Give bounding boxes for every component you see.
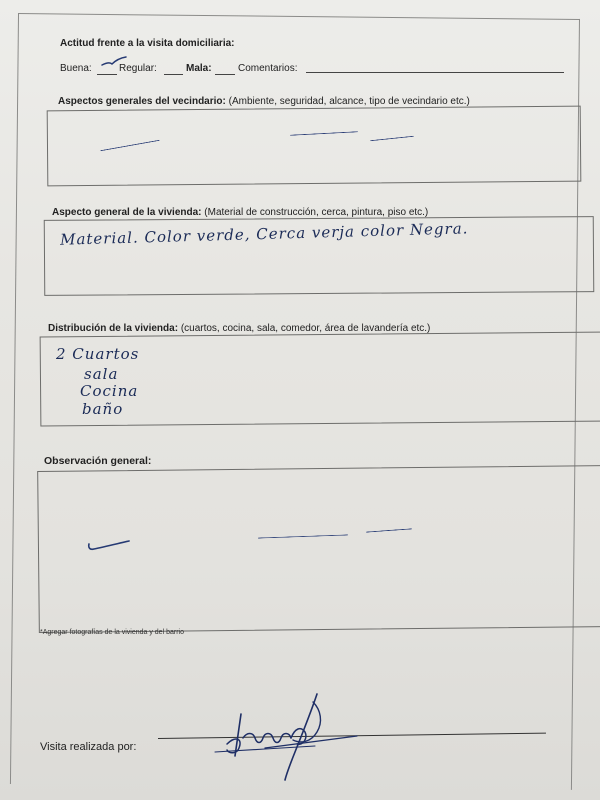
observation-mark-icon [86, 538, 132, 554]
housing-handwriting: Material. Color verde, Cerca verja color Negra. [59, 219, 469, 249]
regular-blank [164, 74, 183, 75]
observation-title: Observación general: [44, 455, 152, 467]
distribution-subtitle: (cuartos, cocina, sala, comedor, área de lavandería etc.) [180, 323, 431, 334]
housing-title: Aspecto general de la vivienda: [52, 207, 202, 218]
distribution-line-2: sala [84, 365, 119, 383]
comentarios-label: Comentarios: [238, 63, 298, 74]
distribution-line-3: Cocina [80, 382, 139, 400]
attitude-title: Actitud frente a la visita domiciliaria: [60, 38, 235, 49]
signature-icon [205, 692, 365, 782]
buena-blank [97, 74, 117, 75]
distribution-line-4: baño [82, 400, 124, 418]
housing-subtitle: (Material de construcción, cerca, pintura, piso etc.) [204, 207, 429, 218]
mala-label: Mala: [186, 63, 212, 74]
neighborhood-title: Aspectos generales del vecindario: [58, 96, 226, 107]
comentarios-blank [306, 72, 564, 73]
visit-label: Visita realizada por: [40, 741, 137, 753]
mala-blank [215, 74, 235, 75]
distribution-title: Distribución de la vivienda: [48, 323, 179, 334]
photo-note: *Agregar fotografías de la vivienda y del barrio [40, 629, 184, 636]
neighborhood-subtitle: (Ambiente, seguridad, alcance, tipo de vecindario etc.) [228, 96, 470, 107]
buena-label: Buena: [60, 63, 92, 74]
distribution-line-1: 2 Cuartos [56, 345, 140, 363]
regular-label: Regular: [119, 63, 157, 74]
